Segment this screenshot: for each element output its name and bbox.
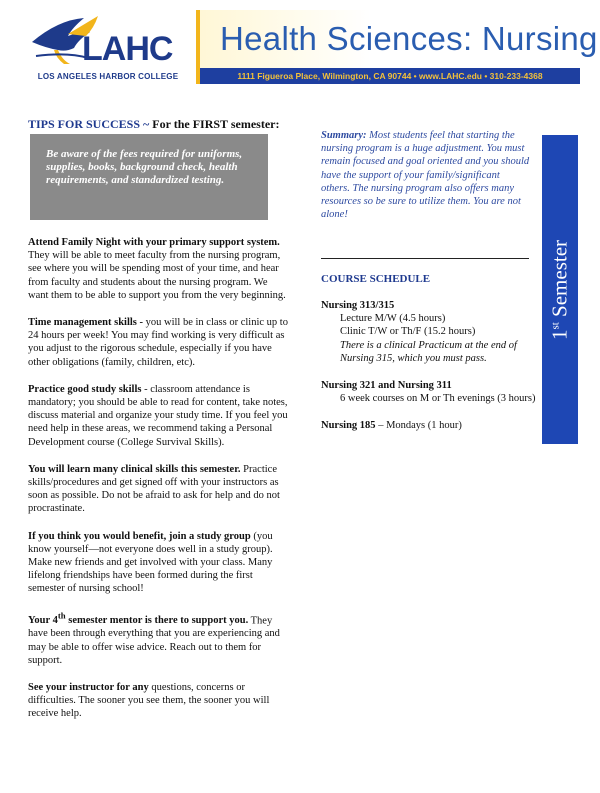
tip-clinical-skills: You will learn many clinical skills this semester. Practice skills/procedures and get signed off with your instructors as soon as possible. Do not be afraid to ask for help and do not procrastinate. [28, 463, 280, 515]
contact-bar: 1111 Figueroa Place, Wilmington, CA 90744 • www.LAHC.edu • 310-233-4368 [200, 68, 580, 84]
course-name: Nursing 313/315 [321, 300, 395, 311]
summary-text: Most students feel that starting the nursing program is a huge adjustment. You must remain focused and goal oriented and you should have the support of your family/significant others. The nursing program also offers many resources so be sure to utilize them. You are not alone! [321, 130, 530, 221]
college-name: LOS ANGELES HARBOR COLLEGE [37, 72, 179, 81]
course-lecture: Lecture M/W (4.5 hours) [340, 313, 446, 325]
logo-wordmark: LAHC [82, 30, 173, 68]
summary-label: Summary: [321, 130, 367, 141]
tip-instructor: See your instructor for any questions, concerns or difficulties. The sooner you see them, the sooner you will receive help. [28, 681, 270, 720]
tip-time-management: Time management skills - you will be in class or clinic up to 24 hours per week! You may find working is very difficult as you adjust to the rigorous schedule, especially if you have other obligations (family, children, etc). [28, 317, 288, 368]
course-schedule [321, 299, 536, 447]
course-sessions: 6 week courses on M or Th evenings (3 hours) [340, 393, 536, 405]
college-logo [28, 12, 188, 84]
course-name: Nursing 185 [321, 420, 376, 432]
tips-heading [28, 117, 279, 132]
tip-mentor: Your 4th semester mentor is there to support you. They have been through everything that you are experiencing and may be able to offer wise advice. Reach out to them for support. [28, 610, 280, 666]
semester-label: 1st Semester [547, 239, 572, 340]
fees-callout: Be aware of the fees required for uniforms, supplies, books, background check, health requirements, and standardized testing. [30, 134, 268, 220]
course-185 [321, 419, 536, 432]
divider [321, 258, 529, 259]
tips-list [28, 236, 290, 735]
page-title: Health Sciences: Nursing [220, 20, 598, 57]
tip-study-group: If you think you would benefit, join a study group (you know yourself—not everyone does well in a study group). Make new friends and get involved with your class. Many lifelong friendships have been formed during the first semester of nursing school! [28, 530, 273, 595]
course-clinic: Clinic T/W or Th/F (15.2 hours) [340, 326, 476, 338]
course-note: There is a clinical Practicum at the end of Nursing 315, which you must pass. [340, 339, 517, 364]
tips-heading-lead: TIPS FOR SUCCESS ~ [28, 117, 150, 131]
tip-study-skills: Practice good study skills - classroom attendance is mandatory; you should be able to read for content, take notes, discuss material and organize your study time. If you feel you need help in these areas, we recommend taking a Personal Development course (College Survival Skills). [28, 383, 288, 448]
course-313-315 [321, 299, 536, 365]
semester-banner [542, 135, 578, 444]
course-name: Nursing 321 and Nursing 311 [321, 380, 452, 392]
course-time: – Mondays (1 hour) [375, 420, 462, 432]
course-321-311 [321, 379, 536, 405]
course-schedule-heading: COURSE SCHEDULE [321, 273, 431, 285]
summary-block [321, 129, 531, 221]
tip-family-night: Attend Family Night with your primary support system. They will be able to meet faculty from the nursing program, see where you will be spending most of your time, and hear from faculty and students about the nursing program. We want them to be able to support you from the very beginning. [28, 237, 286, 301]
tips-heading-rest: For the FIRST semester: [149, 117, 280, 131]
